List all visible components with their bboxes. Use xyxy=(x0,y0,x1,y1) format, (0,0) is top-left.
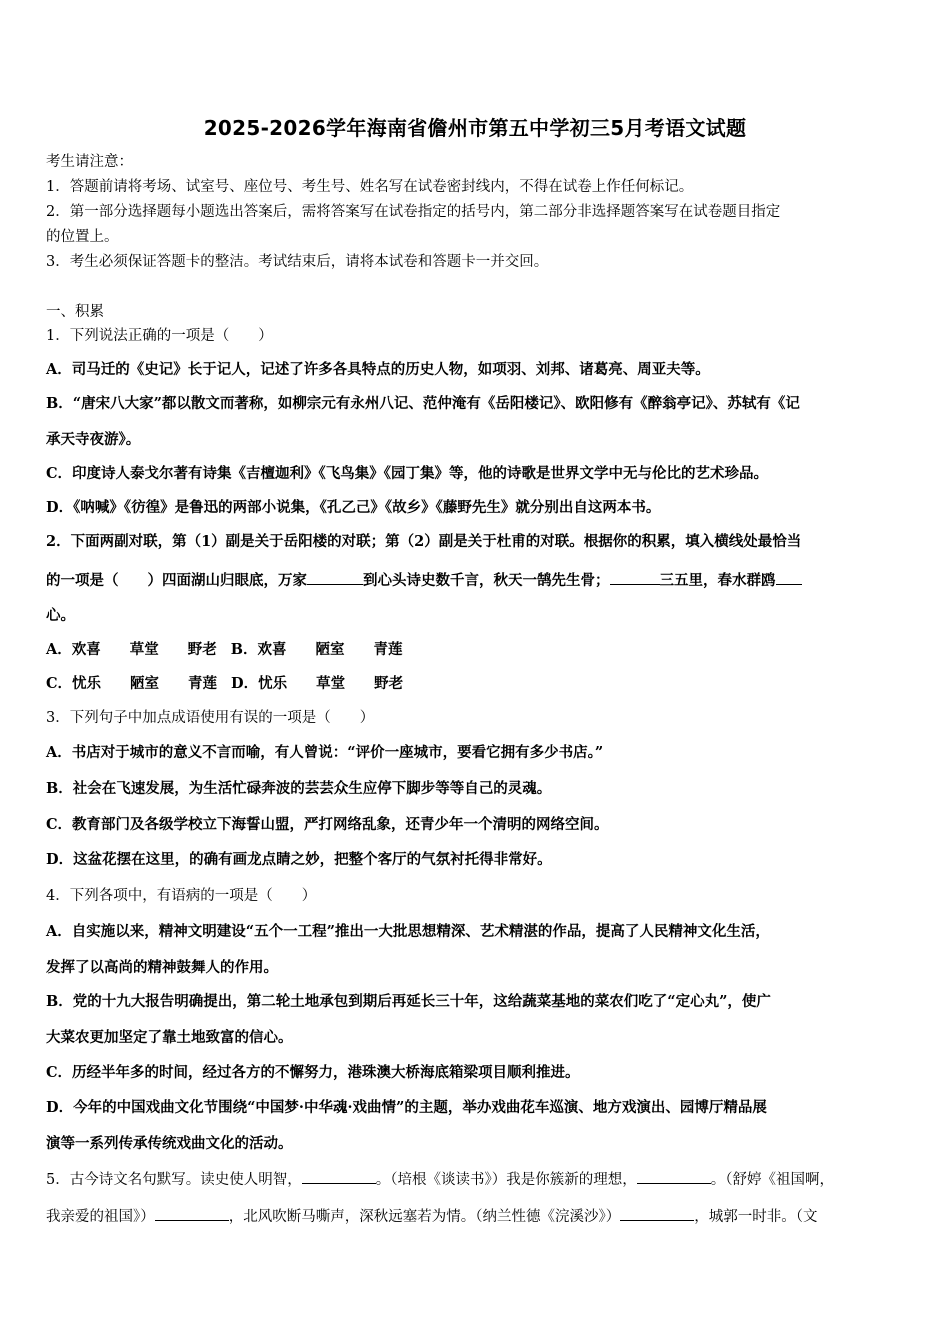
q2-stem-part-a: 的一项是（ ）四面湖山归眼底，万家 xyxy=(46,572,307,589)
page-title: 2025-2026学年海南省儋州市第五中学初三5月考语文试题 xyxy=(203,116,747,140)
q4-option-b-line2: 大菜农更加坚定了靠土地致富的信心。 xyxy=(46,1029,293,1046)
q5-line1-part-b: 。（培根《谈读书》）我是你簇新的理想， xyxy=(375,1172,637,1188)
q3-option-c: C．教育部门及各级学校立下海誓山盟，严打网络乱象，还青少年一个清明的网络空间。 xyxy=(46,816,609,833)
q2-option-a: A．欢喜 草堂 野老 xyxy=(46,641,217,658)
q4-option-d-line1: D．今年的中国戏曲文化节围绕“中国梦·中华魂·戏曲情”的主题，举办戏曲花车巡演、地方戏演出、园博厅精品展 xyxy=(46,1099,767,1116)
q2-option-b: B．欢喜 陋室 青莲 xyxy=(230,641,403,658)
q4-option-d-line2: 演等一系列传承传统戏曲文化的活动。 xyxy=(46,1135,293,1152)
q2-stem-line3: 心。 xyxy=(46,607,75,624)
q5-line2-part-c: ，城郭一时非。（文 xyxy=(694,1209,818,1225)
q5-line2 xyxy=(46,1206,908,1227)
q2-stem-part-c: 三五里，春水群鸥 xyxy=(659,572,776,589)
q1-option-a: A．司马迁的《史记》长于记人，记述了许多各具特点的历史人物，如项羽、刘邦、诸葛亮、周亚夫等。 xyxy=(46,361,710,378)
notice-line-3: 3．考生必须保证答题卡的整洁。考试结束后，请将本试卷和答题卡一并交回。 xyxy=(46,254,549,270)
notice-line-1: 1．答题前请将考场、试室号、座位号、考生号、姓名写在试卷密封线内，不得在试卷上作任何标记。 xyxy=(46,179,694,195)
answer-blank[interactable] xyxy=(776,570,802,585)
answer-blank[interactable] xyxy=(302,1169,376,1184)
q1-stem: 1．下列说法正确的一项是（ ） xyxy=(46,328,273,344)
q5-line1 xyxy=(46,1169,908,1190)
q4-option-b-line1: B．党的十九大报告明确提出，第二轮土地承包到期后再延长三十年，这给蔬菜基地的菜农们吃了“定心丸”，使广 xyxy=(46,993,771,1010)
notice-line-2b: 的位置上。 xyxy=(46,229,119,245)
notice-heading: 考生请注意： xyxy=(46,154,133,170)
q4-option-c: C．历经半年多的时间，经过各方的不懈努力，港珠澳大桥海底箱梁项目顺利推进。 xyxy=(46,1064,580,1081)
q3-option-a: A．书店对于城市的意义不言而喻，有人曾说：“评价一座城市，要看它拥有多少书店。” xyxy=(46,744,604,761)
q1-option-c: C．印度诗人泰戈尔著有诗集《吉檀迦利》《飞鸟集》《园丁集》等，他的诗歌是世界文学中无与伦比的艺术珍品。 xyxy=(46,465,769,482)
q5-line1-part-a: 5．古今诗文名句默写。读史使人明智， xyxy=(46,1172,302,1188)
q4-option-a-line1: A．自实施以来，精神文明建设“五个一工程”推出一大批思想精深、艺术精湛的作品，提高了人民精神文化生活， xyxy=(46,923,770,940)
answer-blank[interactable] xyxy=(155,1206,229,1221)
q1-option-d: D．《呐喊》《彷徨》是鲁迅的两部小说集，《孔乙己》《故乡》《藤野先生》就分别出自这两本书。 xyxy=(46,499,661,516)
q4-stem: 4．下列各项中，有语病的一项是（ ） xyxy=(46,888,317,904)
q3-stem: 3．下列句子中加点成语使用有误的一项是（ ） xyxy=(46,710,375,726)
answer-blank[interactable] xyxy=(610,570,660,585)
q2-stem-line1: 2．下面两副对联，第（1）副是关于岳阳楼的对联；第（2）副是关于杜甫的对联。根据你的积累，填入横线处最恰当 xyxy=(46,533,802,550)
q2-stem-line2 xyxy=(46,570,908,591)
q3-option-d: D．这盆花摆在这里，的确有画龙点睛之妙，把整个客厅的气氛衬托得非常好。 xyxy=(46,851,552,868)
answer-blank[interactable] xyxy=(637,1169,711,1184)
q2-options-row2 xyxy=(46,674,908,694)
answer-blank[interactable] xyxy=(620,1206,694,1221)
q5-line2-part-b: ，北风吹断马嘶声，深秋远塞若为情。（纳兰性德《浣溪沙》） xyxy=(228,1209,621,1225)
q2-option-d: D．忧乐 草堂 野老 xyxy=(231,675,404,692)
q5-line2-part-a: 我亲爱的祖国》） xyxy=(46,1209,155,1225)
q3-option-b: B．社会在飞速发展，为生活忙碌奔波的芸芸众生应停下脚步等等自己的灵魂。 xyxy=(46,780,552,797)
q2-option-c: C．忧乐 陋室 青莲 xyxy=(46,675,218,692)
q1-option-b-line2: 承天寺夜游》。 xyxy=(46,431,141,448)
q1-option-b-line1: B．“唐宋八大家”都以散文而著称，如柳宗元有永州八记、范仲淹有《岳阳楼记》、欧阳修有《醉翁亭记》、苏轼有《记 xyxy=(46,395,800,412)
q4-option-a-line2: 发挥了以高尚的精神鼓舞人的作用。 xyxy=(46,959,278,976)
q2-options-row1 xyxy=(46,640,908,660)
q2-stem-part-b: 到心头诗史数千言，秋天一鹄先生骨； xyxy=(363,572,610,589)
section-heading: 一、积累 xyxy=(46,304,104,320)
notice-line-2a: 2．第一部分选择题每小题选出答案后，需将答案写在试卷指定的括号内，第二部分非选择题答案写在试卷题目指定 xyxy=(46,204,781,220)
answer-blank[interactable] xyxy=(307,570,363,585)
q5-line1-part-c: 。（舒婷《祖国啊， xyxy=(710,1172,834,1188)
